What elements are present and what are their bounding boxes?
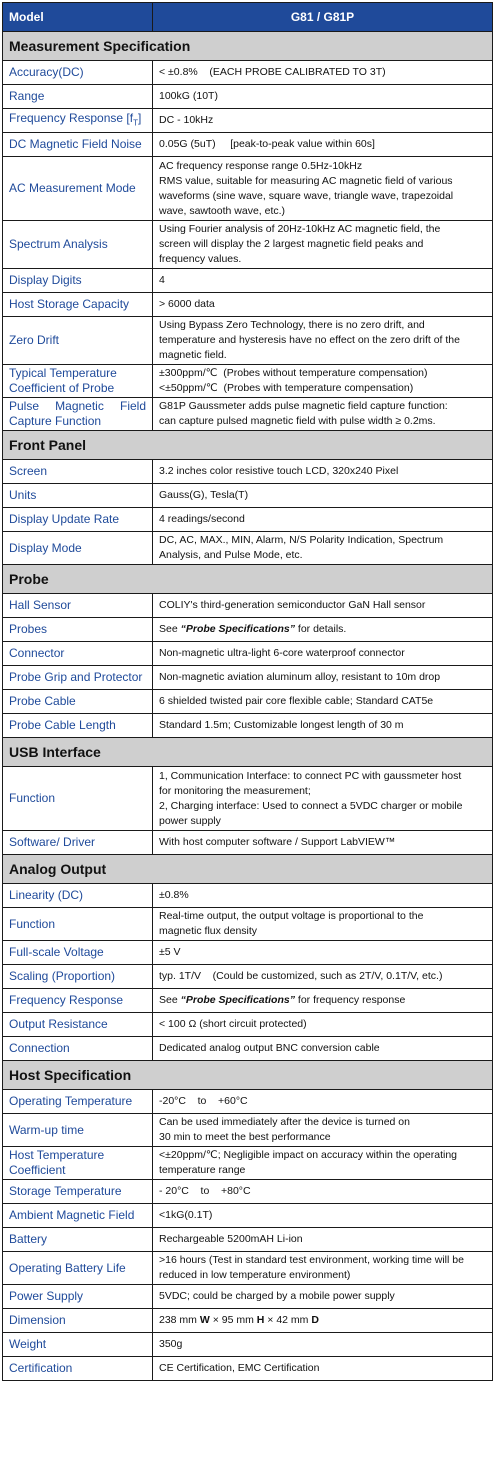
section-row: [3, 855, 493, 884]
spec-row: [3, 1357, 493, 1381]
spec-value: [153, 1204, 493, 1228]
spec-label-line: Capture Function: [9, 414, 102, 428]
spec-value: [153, 61, 493, 85]
spec-label: Software/ Driver: [3, 831, 153, 855]
spec-label: Typical Temperature Coefficient of Probe: [3, 365, 153, 398]
spec-row: [3, 85, 493, 109]
value-text: See: [159, 994, 181, 1006]
spec-value: [153, 157, 493, 221]
spec-label: Connection: [3, 1037, 153, 1061]
spec-label-line: Pulse Magnetic Field: [9, 399, 146, 413]
spec-value: [153, 1357, 493, 1381]
section-row: [3, 431, 493, 460]
spec-row: [3, 1252, 493, 1285]
section-title: USB Interface: [3, 738, 493, 767]
value-text: × 42 mm: [264, 1314, 312, 1326]
section-row: [3, 1061, 493, 1090]
spec-value-line: 2, Charging interface: Used to connect a 5VDC charger or mobile: [159, 799, 463, 812]
spec-row: [3, 133, 493, 157]
spec-value: [153, 690, 493, 714]
spec-value-line: wave, sawtooth wave, etc.): [159, 204, 286, 217]
spec-label: Scaling (Proportion): [3, 965, 153, 989]
spec-label: Ambient Magnetic Field: [3, 1204, 153, 1228]
spec-label: Zero Drift: [3, 317, 153, 365]
spec-value: [153, 1309, 493, 1333]
spec-value-line: < 100 Ω (short circuit protected): [159, 1018, 307, 1030]
spec-value-line: Gauss(G), Tesla(T): [159, 489, 249, 501]
spec-value-line: ±5 V: [159, 946, 181, 958]
spec-row: [3, 908, 493, 941]
spec-value-line: < ±0.8% (EACH PROBE CALIBRATED TO 3T): [159, 66, 386, 78]
spec-value: [153, 1147, 493, 1180]
spec-value-line: Standard 1.5m; Customizable longest length of 30 m: [159, 719, 404, 731]
spec-value-line: Rechargeable 5200mAH Li-ion: [159, 1233, 303, 1245]
spec-row: [3, 642, 493, 666]
spec-value: [153, 1228, 493, 1252]
spec-value-line: Using Bypass Zero Technology, there is no zero drift, and: [159, 319, 425, 331]
spec-value-line: Real-time output, the output voltage is proportional to the: [159, 910, 424, 922]
section-title: Host Specification: [3, 1061, 493, 1090]
spec-label: Screen: [3, 460, 153, 484]
spec-label: Probes: [3, 618, 153, 642]
spec-value-line: 3.2 inches color resistive touch LCD, 320x240 Pixel: [159, 465, 399, 477]
spec-value-line: <1kG(0.1T): [159, 1209, 213, 1221]
spec-value: [153, 1180, 493, 1204]
value-emphasis: “Probe Specifications”: [180, 623, 295, 635]
spec-row: [3, 690, 493, 714]
spec-value: [153, 941, 493, 965]
spec-row: [3, 221, 493, 269]
spec-label: Weight: [3, 1333, 153, 1357]
spec-label: Output Resistance: [3, 1013, 153, 1037]
spec-value: [153, 398, 493, 431]
spec-value-line: frequency values.: [159, 253, 242, 265]
spec-label: Spectrum Analysis: [3, 221, 153, 269]
spec-label: Display Digits: [3, 269, 153, 293]
spec-label: DC Magnetic Field Noise: [3, 133, 153, 157]
spec-label: Operating Battery Life: [3, 1252, 153, 1285]
spec-value: [153, 365, 493, 398]
spec-value-line: 5VDC; could be charged by a mobile power supply: [159, 1290, 395, 1302]
spec-label: Certification: [3, 1357, 153, 1381]
spec-value-line: 0.05G (5uT) [peak-to-peak value within 60s]: [159, 138, 375, 150]
section-title: Front Panel: [3, 431, 493, 460]
spec-value-line: power supply: [159, 814, 221, 827]
spec-value-line: DC, AC, MAX., MIN, Alarm, N/S Polarity Indication, Spectrum: [159, 534, 444, 546]
spec-row: [3, 1147, 493, 1180]
spec-label: Dimension: [3, 1309, 153, 1333]
spec-row: [3, 884, 493, 908]
spec-value-line: magnetic field.: [159, 349, 227, 361]
spec-label: Range: [3, 85, 153, 109]
spec-value-line: typ. 1T/V (Could be customized, such as 2T/V, 0.1T/V, etc.): [159, 970, 443, 982]
model-label: Model: [3, 3, 153, 32]
spec-row: [3, 1285, 493, 1309]
spec-table: [2, 2, 493, 1381]
spec-value-line: With host computer software / Support LabVIEW™: [159, 836, 396, 848]
section-row: [3, 32, 493, 61]
spec-value-line: <±50ppm/℃ (Probes with temperature compensation): [159, 382, 414, 394]
spec-row: [3, 767, 493, 831]
spec-value-line: CE Certification, EMC Certification: [159, 1362, 320, 1374]
spec-value: [153, 1037, 493, 1061]
spec-row: [3, 831, 493, 855]
value-text: 238 mm: [159, 1314, 200, 1326]
spec-label: [3, 398, 153, 431]
spec-row: [3, 1204, 493, 1228]
spec-value: [153, 1090, 493, 1114]
spec-value-line: DC - 10kHz: [159, 114, 214, 126]
spec-value-line: [159, 993, 486, 1008]
spec-value: [153, 965, 493, 989]
spec-label: Probe Cable: [3, 690, 153, 714]
spec-value-line: -20°C to +60°C: [159, 1095, 248, 1107]
spec-row: [3, 1090, 493, 1114]
spec-value: [153, 884, 493, 908]
spec-row: [3, 317, 493, 365]
spec-value: [153, 1285, 493, 1309]
spec-value-line: 30 min to meet the best performance: [159, 1131, 331, 1143]
dimension-axis: H: [256, 1314, 265, 1326]
spec-label: Linearity (DC): [3, 884, 153, 908]
spec-value: [153, 508, 493, 532]
spec-value-line: 350g: [159, 1338, 183, 1350]
spec-value-line: magnetic flux density: [159, 925, 258, 937]
spec-label: Display Update Rate: [3, 508, 153, 532]
spec-value: [153, 618, 493, 642]
spec-value-line: temperature range: [159, 1164, 246, 1176]
spec-label: Probe Grip and Protector: [3, 666, 153, 690]
spec-row: [3, 1180, 493, 1204]
spec-value: [153, 831, 493, 855]
spec-label: Units: [3, 484, 153, 508]
spec-value: [153, 1114, 493, 1147]
spec-value: [153, 85, 493, 109]
spec-value: [153, 293, 493, 317]
spec-value-line: Dedicated analog output BNC conversion cable: [159, 1042, 380, 1054]
spec-value-line: Non-magnetic ultra-light 6-core waterproof connector: [159, 647, 405, 659]
spec-value-line: Analysis, and Pulse Mode, etc.: [159, 549, 303, 561]
spec-row: [3, 1037, 493, 1061]
spec-value-line: G81P Gaussmeter adds pulse magnetic field capture function:: [159, 400, 448, 412]
spec-value: [153, 989, 493, 1013]
spec-value-line: Using Fourier analysis of 20Hz-10kHz AC magnetic field, the: [159, 223, 441, 235]
spec-value: [153, 484, 493, 508]
spec-label: Warm-up time: [3, 1114, 153, 1147]
spec-value-line: can capture pulsed magnetic field with pulse width ≥ 0.2ms.: [159, 415, 436, 427]
spec-label: Host Temperature Coefficient: [3, 1147, 153, 1180]
value-text: for details.: [294, 623, 347, 635]
spec-value: [153, 1013, 493, 1037]
spec-row: [3, 965, 493, 989]
spec-value-line: RMS value, suitable for measuring AC magnetic field of various: [159, 174, 453, 187]
spec-value-line: Non-magnetic aviation aluminum alloy, resistant to 10m drop: [159, 671, 441, 683]
spec-row: [3, 508, 493, 532]
spec-row: [3, 1309, 493, 1333]
spec-row: [3, 532, 493, 565]
spec-value: [153, 269, 493, 293]
section-title: Measurement Specification: [3, 32, 493, 61]
value-text: for frequency response: [294, 994, 406, 1006]
spec-label: Function: [3, 908, 153, 941]
dimension-axis: D: [311, 1314, 319, 1326]
value-emphasis: “Probe Specifications”: [180, 994, 295, 1006]
spec-row: [3, 269, 493, 293]
spec-value: [153, 714, 493, 738]
spec-value-line: ±0.8%: [159, 889, 189, 901]
value-text: See: [159, 623, 181, 635]
spec-row: [3, 989, 493, 1013]
spec-value-line: 6 shielded twisted pair core flexible cable; Standard CAT5e: [159, 695, 434, 707]
spec-row: [3, 1333, 493, 1357]
spec-label: Frequency Response $[f_T]$: [3, 109, 153, 133]
spec-value-line: ±300ppm/℃ (Probes without temperature compensation): [159, 367, 428, 379]
spec-value: [153, 317, 493, 365]
spec-label: Function: [3, 767, 153, 831]
spec-row: [3, 1228, 493, 1252]
spec-row: [3, 618, 493, 642]
spec-label: Battery: [3, 1228, 153, 1252]
section-title: Analog Output: [3, 855, 493, 884]
spec-value: [153, 460, 493, 484]
dimension-axis: W: [199, 1314, 210, 1326]
spec-value-line: for monitoring the measurement;: [159, 784, 311, 797]
spec-value-line: [159, 622, 486, 637]
spec-value-line: <±20ppm/℃; Negligible impact on accuracy within the operating: [159, 1149, 458, 1161]
spec-row: [3, 1114, 493, 1147]
subscript-t: T: [133, 118, 138, 128]
spec-value-line: waveforms (sine wave, square wave, triangle wave, trapezoidal: [159, 189, 454, 202]
spec-row: [3, 398, 493, 431]
header-row: [3, 3, 493, 32]
spec-value: [153, 642, 493, 666]
spec-value-line: 4 readings/second: [159, 513, 245, 525]
spec-value: [153, 1333, 493, 1357]
spec-body: [3, 32, 493, 1381]
spec-value-line: COLIY's third-generation semiconductor GaN Hall sensor: [159, 599, 426, 611]
spec-label: Frequency Response: [3, 989, 153, 1013]
spec-value: [153, 767, 493, 831]
spec-label: Probe Cable Length: [3, 714, 153, 738]
spec-value-line: > 6000 data: [159, 298, 215, 310]
spec-value: [153, 532, 493, 565]
spec-row: [3, 109, 493, 133]
spec-row: [3, 365, 493, 398]
spec-row: [3, 666, 493, 690]
spec-value: [153, 221, 493, 269]
spec-row: [3, 460, 493, 484]
spec-value: [153, 594, 493, 618]
spec-label: Hall Sensor: [3, 594, 153, 618]
spec-label: Display Mode: [3, 532, 153, 565]
spec-value-line: 4: [159, 274, 165, 286]
section-row: [3, 738, 493, 767]
spec-row: [3, 293, 493, 317]
spec-row: [3, 941, 493, 965]
spec-label: Connector: [3, 642, 153, 666]
spec-value-line: Can be used immediately after the device is turned on: [159, 1116, 410, 1128]
spec-value-line: - 20°C to +80°C: [159, 1185, 251, 1197]
spec-row: [3, 157, 493, 221]
spec-row: [3, 1013, 493, 1037]
spec-value-line: screen will display the 2 largest magnetic field peaks and: [159, 238, 424, 250]
spec-row: [3, 714, 493, 738]
spec-value-line: [159, 1313, 486, 1328]
spec-label: Storage Temperature: [3, 1180, 153, 1204]
spec-value: [153, 133, 493, 157]
spec-row: [3, 594, 493, 618]
spec-value: [153, 666, 493, 690]
spec-value-line: 100kG (10T): [159, 90, 218, 102]
spec-label: Operating Temperature: [3, 1090, 153, 1114]
spec-value-line: >16 hours (Test in standard test environment, working time will be: [159, 1254, 464, 1266]
value-text: × 95 mm: [209, 1314, 257, 1326]
spec-value-line: reduced in low temperature environment): [159, 1269, 351, 1281]
spec-label: Accuracy(DC): [3, 61, 153, 85]
spec-label: Full-scale Voltage: [3, 941, 153, 965]
spec-label: Host Storage Capacity: [3, 293, 153, 317]
spec-row: [3, 61, 493, 85]
spec-label: AC Measurement Mode: [3, 157, 153, 221]
spec-value-line: AC frequency response range 0.5Hz-10kHz: [159, 159, 363, 172]
spec-row: [3, 484, 493, 508]
section-title: Probe: [3, 565, 493, 594]
spec-value-line: 1, Communication Interface: to connect PC with gaussmeter host: [159, 769, 462, 782]
spec-value: [153, 1252, 493, 1285]
spec-value: [153, 109, 493, 133]
spec-value: [153, 908, 493, 941]
model-value: G81 / G81P: [153, 3, 493, 32]
spec-label: Power Supply: [3, 1285, 153, 1309]
section-row: [3, 565, 493, 594]
spec-value-line: temperature and hysteresis have no effect on the zero drift of the: [159, 334, 460, 346]
